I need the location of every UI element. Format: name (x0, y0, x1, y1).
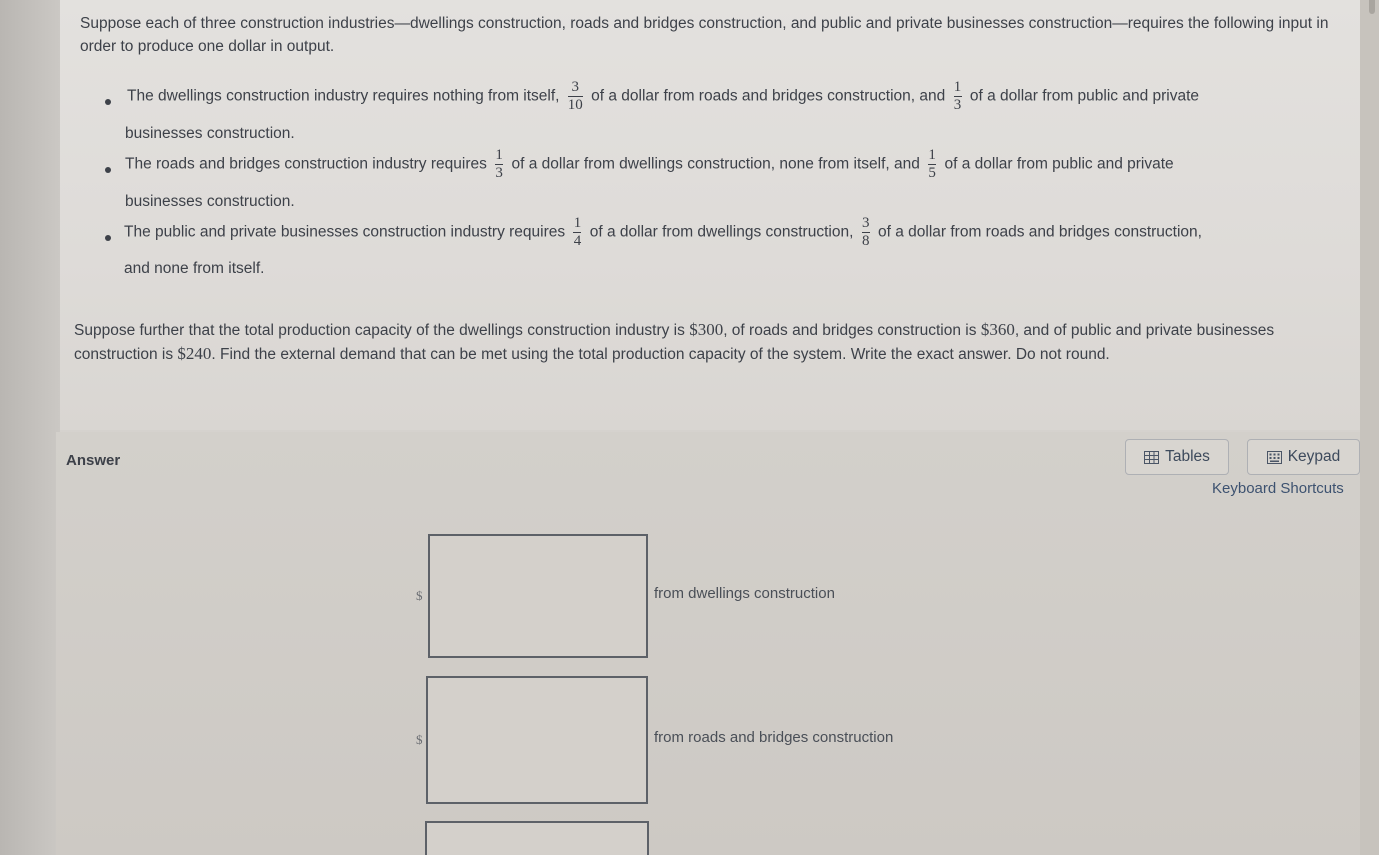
list-item (100, 216, 1350, 276)
dwellings-demand-input[interactable] (428, 534, 648, 658)
bullet-text: of a dollar from public and private (969, 87, 1200, 105)
dollar-prefix: $ (416, 588, 423, 603)
tables-label: Tables (1165, 448, 1210, 465)
fraction (495, 148, 503, 181)
fraction-denominator: 4 (573, 233, 582, 249)
scrollbar-thumb[interactable] (1369, 0, 1375, 14)
bullet-text: The roads and bridges construction industry requires (125, 155, 487, 173)
capacity-paragraph (74, 318, 1349, 366)
paragraph-text: . Find the external demand that can be met using the total production capacity of the system. Write the exact answer. Do not round. (211, 346, 1110, 363)
roads-demand-input[interactable] (426, 676, 648, 804)
fraction (568, 80, 583, 113)
fraction-denominator: 3 (953, 97, 962, 113)
paragraph-text: Suppose further that the total production capacity of the dwellings construction industry is (74, 322, 690, 339)
fraction (862, 216, 870, 249)
bullet-text: of a dollar from roads and bridges construction, and (591, 87, 946, 105)
fraction (954, 80, 962, 113)
bullet-text-continued: businesses construction. (125, 193, 295, 210)
fraction-numerator: 3 (571, 79, 580, 95)
bullet-text: of a dollar from roads and bridges construction, (878, 223, 1202, 241)
dwellings-field-label: from dwellings construction (654, 585, 835, 602)
fraction-numerator: 3 (861, 215, 870, 231)
fraction-denominator: 3 (495, 165, 503, 181)
paragraph-text: , of roads and bridges construction is (723, 322, 981, 339)
list-item (100, 148, 1350, 208)
table-grid-icon (1144, 451, 1159, 464)
scrollbar[interactable] (1360, 0, 1379, 855)
fraction-numerator: 1 (495, 147, 503, 163)
dwellings-capacity-value: $300 (689, 320, 724, 339)
fraction-numerator: 1 (928, 147, 936, 163)
question-intro: Suppose each of three construction industries—dwellings construction, roads and bridges construction, and public and private businesses construction—requires the following input in order to produce one dollar in output. (80, 15, 1329, 55)
fraction-denominator: 8 (861, 233, 870, 249)
keypad-icon (1267, 451, 1282, 464)
keypad-button[interactable] (1247, 439, 1360, 475)
bullet-dot (105, 99, 111, 105)
keypad-label: Keypad (1287, 448, 1341, 465)
answer-panel (56, 432, 1379, 855)
keyboard-shortcuts-link[interactable]: Keyboard Shortcuts (1212, 480, 1344, 497)
bullet-text-continued: businesses construction. (125, 125, 295, 142)
bullet-text: of a dollar from dwellings construction, (589, 223, 854, 241)
paragraph-text: , and of public and private businesses construction is (74, 322, 1275, 363)
fraction-numerator: 1 (573, 215, 582, 231)
roads-field-label: from roads and bridges construction (654, 729, 894, 746)
fraction-denominator: 5 (928, 165, 936, 181)
dollar-prefix: $ (416, 732, 423, 747)
bullet-text: of a dollar from public and private (944, 155, 1174, 173)
left-bezel (0, 0, 60, 855)
answer-heading: Answer (66, 452, 121, 469)
businesses-capacity-value: $240 (177, 344, 212, 363)
roads-capacity-value: $360 (980, 320, 1015, 339)
bullet-text: The dwellings construction industry requires nothing from itself, (127, 87, 560, 105)
bullet-text: of a dollar from dwellings construction, none from itself, and (511, 155, 920, 173)
fraction (573, 216, 581, 249)
businesses-demand-input[interactable] (425, 821, 649, 855)
fraction-numerator: 1 (953, 79, 962, 95)
list-item (100, 80, 1350, 140)
tables-button[interactable] (1125, 439, 1229, 475)
bullet-text: The public and private businesses construction industry requires (124, 223, 566, 241)
bullet-dot (105, 167, 111, 173)
bullet-dot (105, 235, 111, 241)
fraction-denominator: 10 (567, 97, 583, 113)
bullet-text-continued: and none from itself. (124, 260, 265, 277)
fraction (928, 148, 936, 181)
